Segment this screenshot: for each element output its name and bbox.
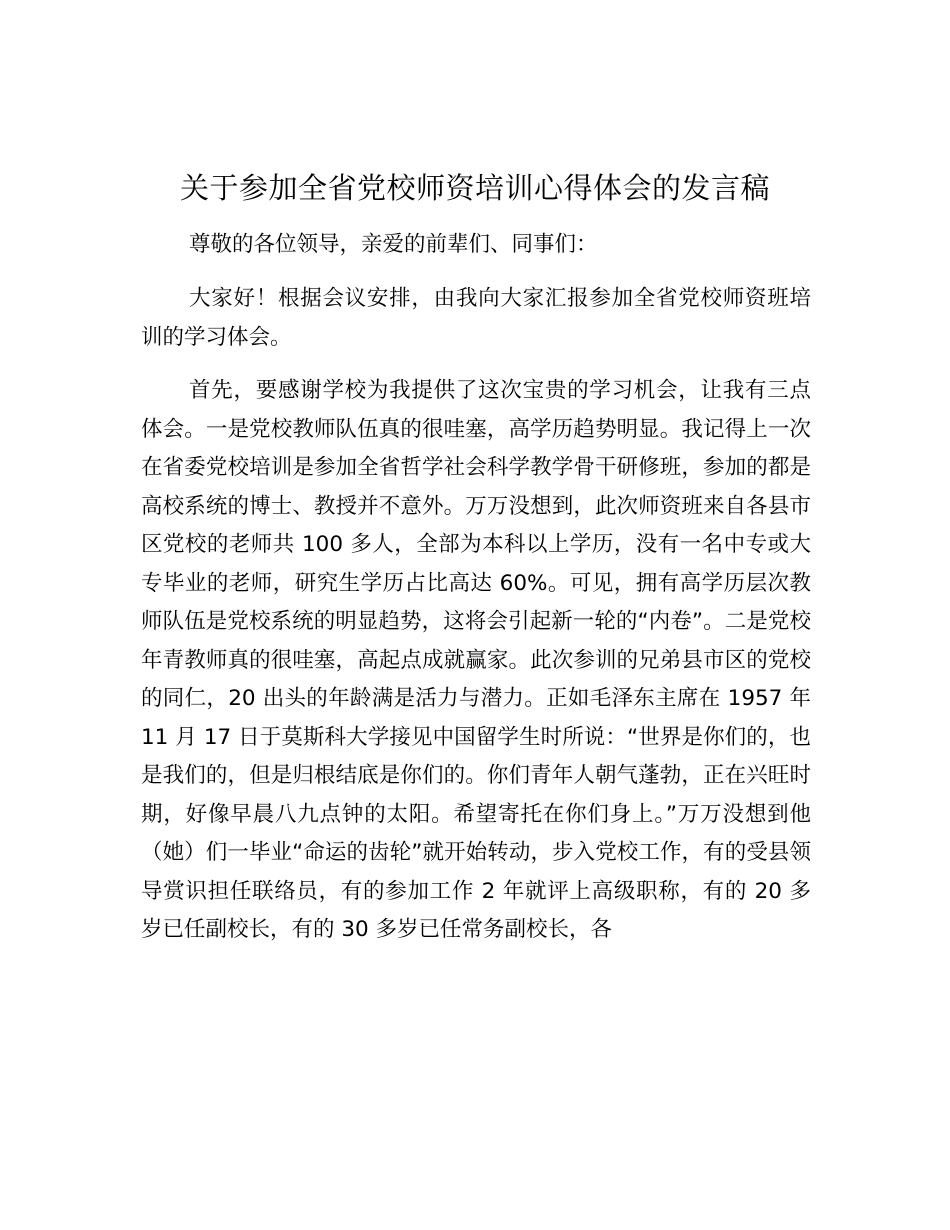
- document-title: 关于参加全省党校师资培训心得体会的发言稿: [179, 171, 770, 205]
- salutation-paragraph: 尊敬的各位领导，亲爱的前辈们、同事们：: [189, 232, 598, 257]
- greeting-paragraph: 大家好！根据会议安排，由我向大家汇报参加全省党校师资班培训的学习体会。: [141, 286, 811, 350]
- main-body-paragraph: 首先，要感谢学校为我提供了这次宝贵的学习机会，让我有三点体会。一是党校教师队伍真的很哇塞，高学历趋势明显。我记得上一次在省委党校培训是参加全省哲学社会科学教学骨干研修班，参加的都是高校系统的博士、教授并不意外。万万没想到，此次师资班来自各县市区党校的老师共 100 多人，全部为本科以上学历，没有一名中专或大专毕业的老师，研究生学历占比高达 60%。可见，拥有高学历层次教师队伍是党校系统的明显趋势，这将会引起新一轮的“内卷”。二是党校年青教师真的很哇塞，高起点成就赢家。此次参训的兄弟县市区的党校的同仁，20 出头的年龄满是活力与潜力。正如毛泽东主席在 1957 年 11 月 17 日于莫斯科大学接见中国留学生时所说：“世界是你们的，也是我们的，但是归根结底是你们的。你们青年人朝气蓬勃，正在兴旺时期，好像早晨八九点钟的太阳。希望寄托在你们身上。”万万没想到他（她）们一毕业“命运的齿轮”就开始转动，步入党校工作，有的受县领导赏识担任联络员，有的参加工作 2 年就评上高级职称，有的 20 多岁已任副校长，有的 30 多岁已任常务副校长，各: [141, 378, 811, 942]
